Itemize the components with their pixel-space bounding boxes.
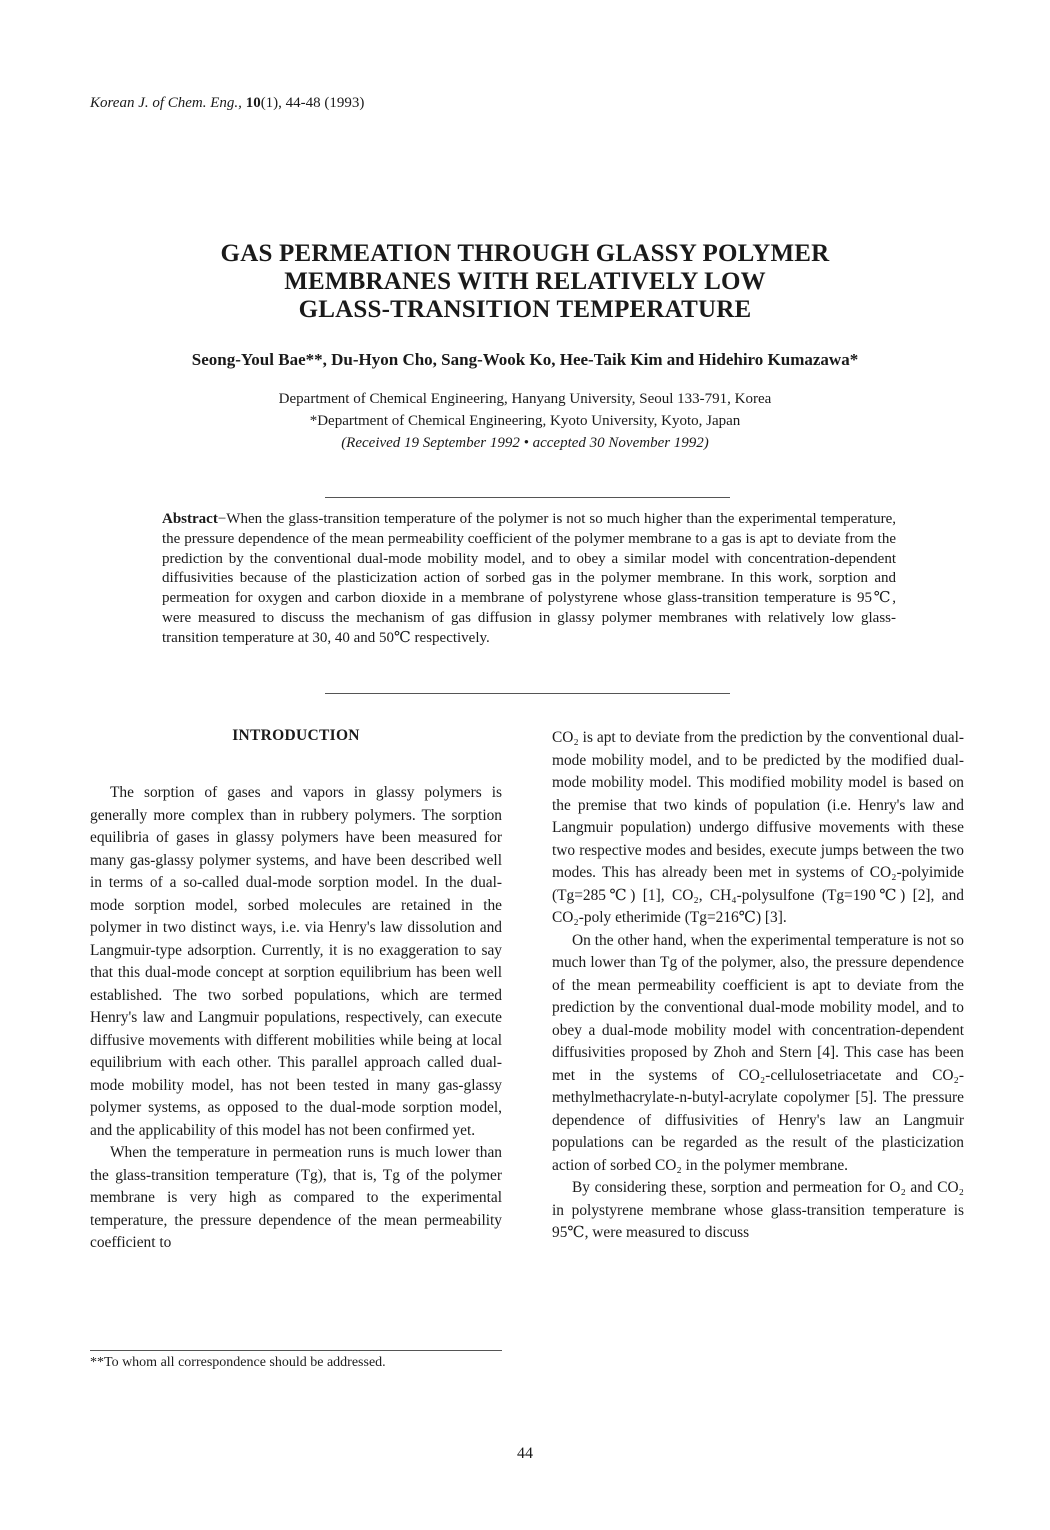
footnote-rule <box>90 1350 502 1351</box>
section-heading-introduction: INTRODUCTION <box>232 727 360 744</box>
right-column <box>552 727 964 1245</box>
journal-name: Korean J. of Chem. Eng., <box>90 95 242 111</box>
paper-title <box>0 240 1050 324</box>
title-line: GAS PERMEATION THROUGH GLASSY POLYMER <box>220 240 830 267</box>
paragraph: On the other hand, when the experimental temperature is not so much lower than Tg of the polymer, also, the pressure dependence of the mean permeability coefficient is apt to deviate from the prediction by the conventional dual-mode mobility model, and to obey a dual-mode mobility model with concentration-dependent diffusivities proposed by Zhoh and Stern [4]. This case has been met in the systems of CO₂-cellulosetriacetate and CO₂-methylmethacrylate-n-butyl-acrylate copolymer [5]. The pressure dependence of diffusivities of Henry's law an Langmuir populations can be regarded as the result of the plasticization action of sorbed CO₂ in the polymer membrane. <box>552 931 964 1174</box>
title-line: MEMBRANES WITH RELATIVELY LOW <box>284 268 766 295</box>
abstract-bottom-rule <box>325 693 730 694</box>
received-dates: (Received 19 September 1992 • accepted 30 November 1992) <box>341 435 709 451</box>
author-list: Seong-Youl Bae**, Du-Hyon Cho, Sang-Wook Ko, Hee-Taik Kim and Hidehiro Kumazawa* <box>191 350 859 369</box>
abstract-label: Abstract <box>162 511 218 527</box>
abstract <box>162 510 896 649</box>
affiliations <box>0 388 1050 454</box>
affiliation-line: Department of Chemical Engineering, Hanyang University, Seoul 133-791, Korea <box>278 391 772 407</box>
paragraph: The sorption of gases and vapors in glassy polymers is generally more complex than in rubbery polymers. The sorption equilibria of gases in glassy polymers have been measured for many gas-glassy polymer systems, and have been described well in terms of a so-called dual-mode sorption model. In the dual-mode sorption model, sorbed molecules are retained in the polymer in two distinct ways, i.e. via Henry's law dissolution and Langmuir-type adsorption. Currently, it is no exaggeration to say that this dual-mode concept at sorption equilibrium has been well established. The two sorbed populations, which are termed Henry's law and Langmuir populations, respectively, can execute diffusive movements with different mobilities while being at local equilibrium with each other. This parallel approach called dual-mode mobility model, has not been tested in many gas-glassy polymer systems, as opposed to the dual-mode sorption model, and the applicability of this model has not been confirmed yet. <box>90 784 502 1139</box>
journal-issue-pages: (1), 44-48 (1993) <box>260 95 365 111</box>
left-column <box>90 782 502 1255</box>
paragraph: When the temperature in permeation runs is much lower than the glass-transition temperature (Tg), that is, Tg of the polymer membrane is very high as compared to the experimental temperature, the pressure dependence of the mean permeability coefficient to <box>90 1144 502 1251</box>
title-line: GLASS-TRANSITION TEMPERATURE <box>298 296 752 323</box>
journal-citation <box>90 95 364 112</box>
affiliation-line: *Department of Chemical Engineering, Kyoto University, Kyoto, Japan <box>309 413 741 429</box>
abstract-text: −When the glass-transition temperature of the polymer is not so much higher than the experimental temperature, the pressure dependence of the mean permeability coefficient of the polymer membrane to a gas is apt to deviate from the prediction by the conventional dual-mode mobility model, and to obey a similar model with concentration-dependent diffusivities because of the plasticization action of sorbed gas in the polymer membrane. In this work, sorption and permeation for oxygen and carbon dioxide in a membrane of polystyrene whose glass-transition temperature is 95℃, were measured to discuss the mechanism of gas diffusion in glassy polymer membranes with relatively low glass-transition temperature at 30, 40 and 50℃ respectively. <box>162 511 896 646</box>
footnote: **To whom all correspondence should be addressed. <box>90 1355 386 1370</box>
paragraph: CO₂ is apt to deviate from the prediction by the conventional dual-mode mobility model, and to be predicted by the modified dual-mode mobility model. This modified mobility model is based on the premise that two kinds of population (i.e. Henry's law and Langmuir population) undergo diffusive movements with these two respective modes and besides, execute jumps between the two modes. This has already been met in systems of CO₂-polyimide (Tg=285℃) [1], CO₂, CH₄-polysulfone (Tg=190℃) [2], and CO₂-poly etherimide (Tg=216℃) [3]. <box>552 729 964 926</box>
journal-volume: 10 <box>245 95 261 111</box>
abstract-top-rule <box>325 497 730 498</box>
page-number: 44 <box>517 1445 533 1462</box>
paragraph: By considering these, sorption and permeation for O₂ and CO₂ in polystyrene membrane whose glass-transition temperature is 95℃, were measured to discuss <box>552 1179 964 1241</box>
